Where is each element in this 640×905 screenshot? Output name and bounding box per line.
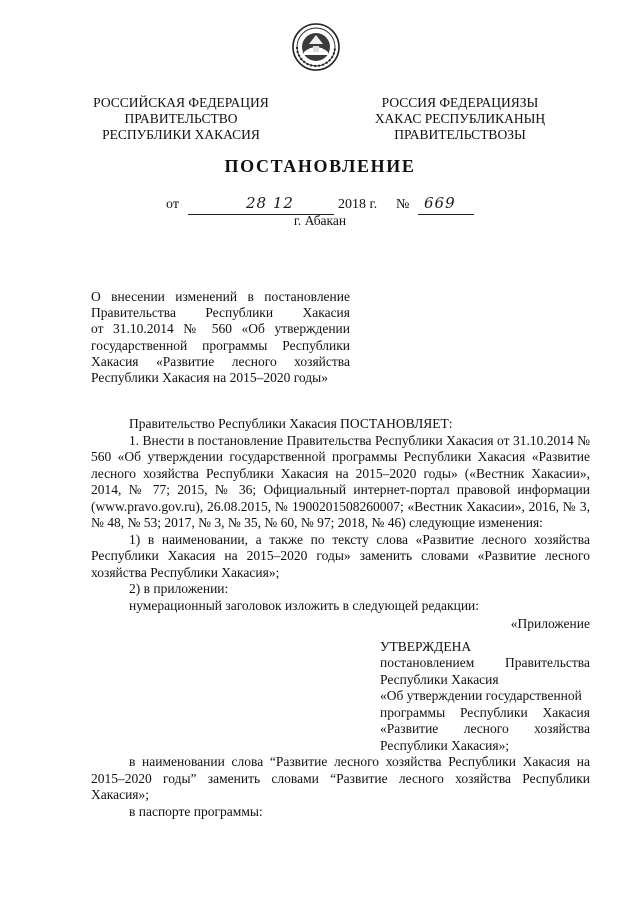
appendix-line: программы Республики Хакасия <box>380 704 590 720</box>
header-right-line: ПРАВИТЕЛЬСТВОЗЫ <box>394 127 526 142</box>
document-title: ПОСТАНОВЛЕНИЕ <box>224 156 416 176</box>
header-left-line: РОССИЙСКАЯ ФЕДЕРАЦИЯ <box>93 95 269 110</box>
appendix-line: УТВЕРЖДЕНА <box>380 638 472 654</box>
body-paragraph: 1. Внести в постановление Правительства Республики Хакасия от 31.10.2014 № 560 «Об утверждении государственной программы Республики Хакасия «Развитие лесного хозяйства Республики Хакасия на 2015–2020 годы» («Вестник Хакасии», 2014, № 77; 2015, № 36; Официальный интернет-портал правовой информации (www.pravo.gov.ru), 26.08.2015, № 1900201508260007; «Вестник Хакасии», 2016, № 3, № 48, № 53; 2017, № 3, № 35, № 60, № 97; 2018, № 46) следующие изменения: <box>91 432 590 530</box>
body-paragraph: нумерационный заголовок изложить в следующей редакции: <box>129 597 480 613</box>
body-paragraph: 2) в приложении: <box>129 581 229 596</box>
from-label: от <box>166 197 179 212</box>
header-right-line: РОССИЯ ФЕДЕРАЦИЯЗЫ <box>381 95 539 110</box>
date-number-line <box>166 195 496 215</box>
body-paragraph: 1) в наименовании, а также по тексту слова «Развитие лесного хозяйства Республики Хакасия на 2015–2020 годы» заменить словами «Развитие лесного хозяйства Республики Хакасия»; <box>91 531 590 580</box>
appendix-note <box>380 616 590 754</box>
subject-line: Хакасия «Развитие лесного хозяйства <box>91 353 350 369</box>
appendix-line: «Об утверждении государственной <box>380 688 582 703</box>
subject-line: государственной программы Республики <box>91 337 350 353</box>
city-label: г. Абакан <box>293 213 347 228</box>
coat-of-arms-icon <box>291 22 341 72</box>
header-left-line: РЕСПУБЛИКИ ХАКАСИЯ <box>102 127 260 142</box>
year-label: 2018 г. <box>338 197 378 212</box>
appendix-line: Республики Хакасия <box>380 671 499 687</box>
appendix-line: «Развитие лесного хозяйства <box>380 721 590 736</box>
appendix-line: постановлением Правительства <box>380 655 590 670</box>
appendix-line: «Приложение <box>510 616 590 631</box>
subject-line: Республики Хакасия на 2015–2020 годы» <box>91 370 328 386</box>
header-left-line: ПРАВИТЕЛЬСТВО <box>124 111 238 126</box>
subject-line: от 31.10.2014 № 560 «Об утверждении <box>91 321 350 337</box>
body-paragraph: в наименовании слова “Развитие лесного хозяйства Республики Хакасия на 2015–2020 годы” заменить словами “Развитие лесного хозяйства Республики Хакасия»; <box>91 754 590 802</box>
body-paragraph: в паспорте программы: <box>129 803 263 819</box>
appendix-line: Республики Хакасия»; <box>380 737 510 753</box>
subject-line: О внесении изменений в постановление <box>91 289 350 304</box>
body-paragraph: Правительство Республики Хакасия ПОСТАНОВЛЯЕТ: <box>129 416 453 431</box>
header-right <box>365 95 555 143</box>
number-label: № <box>396 197 410 212</box>
handwritten-date: 28 12 <box>246 194 294 212</box>
handwritten-number: 669 <box>424 194 456 212</box>
header-left <box>86 95 276 143</box>
header-right-line: ХАКАС РЕСПУБЛИКАНЫҢ <box>374 111 546 126</box>
subject-line: Правительства Республики Хакасия <box>91 305 350 321</box>
document-body <box>91 416 590 820</box>
subject-block <box>91 289 350 386</box>
